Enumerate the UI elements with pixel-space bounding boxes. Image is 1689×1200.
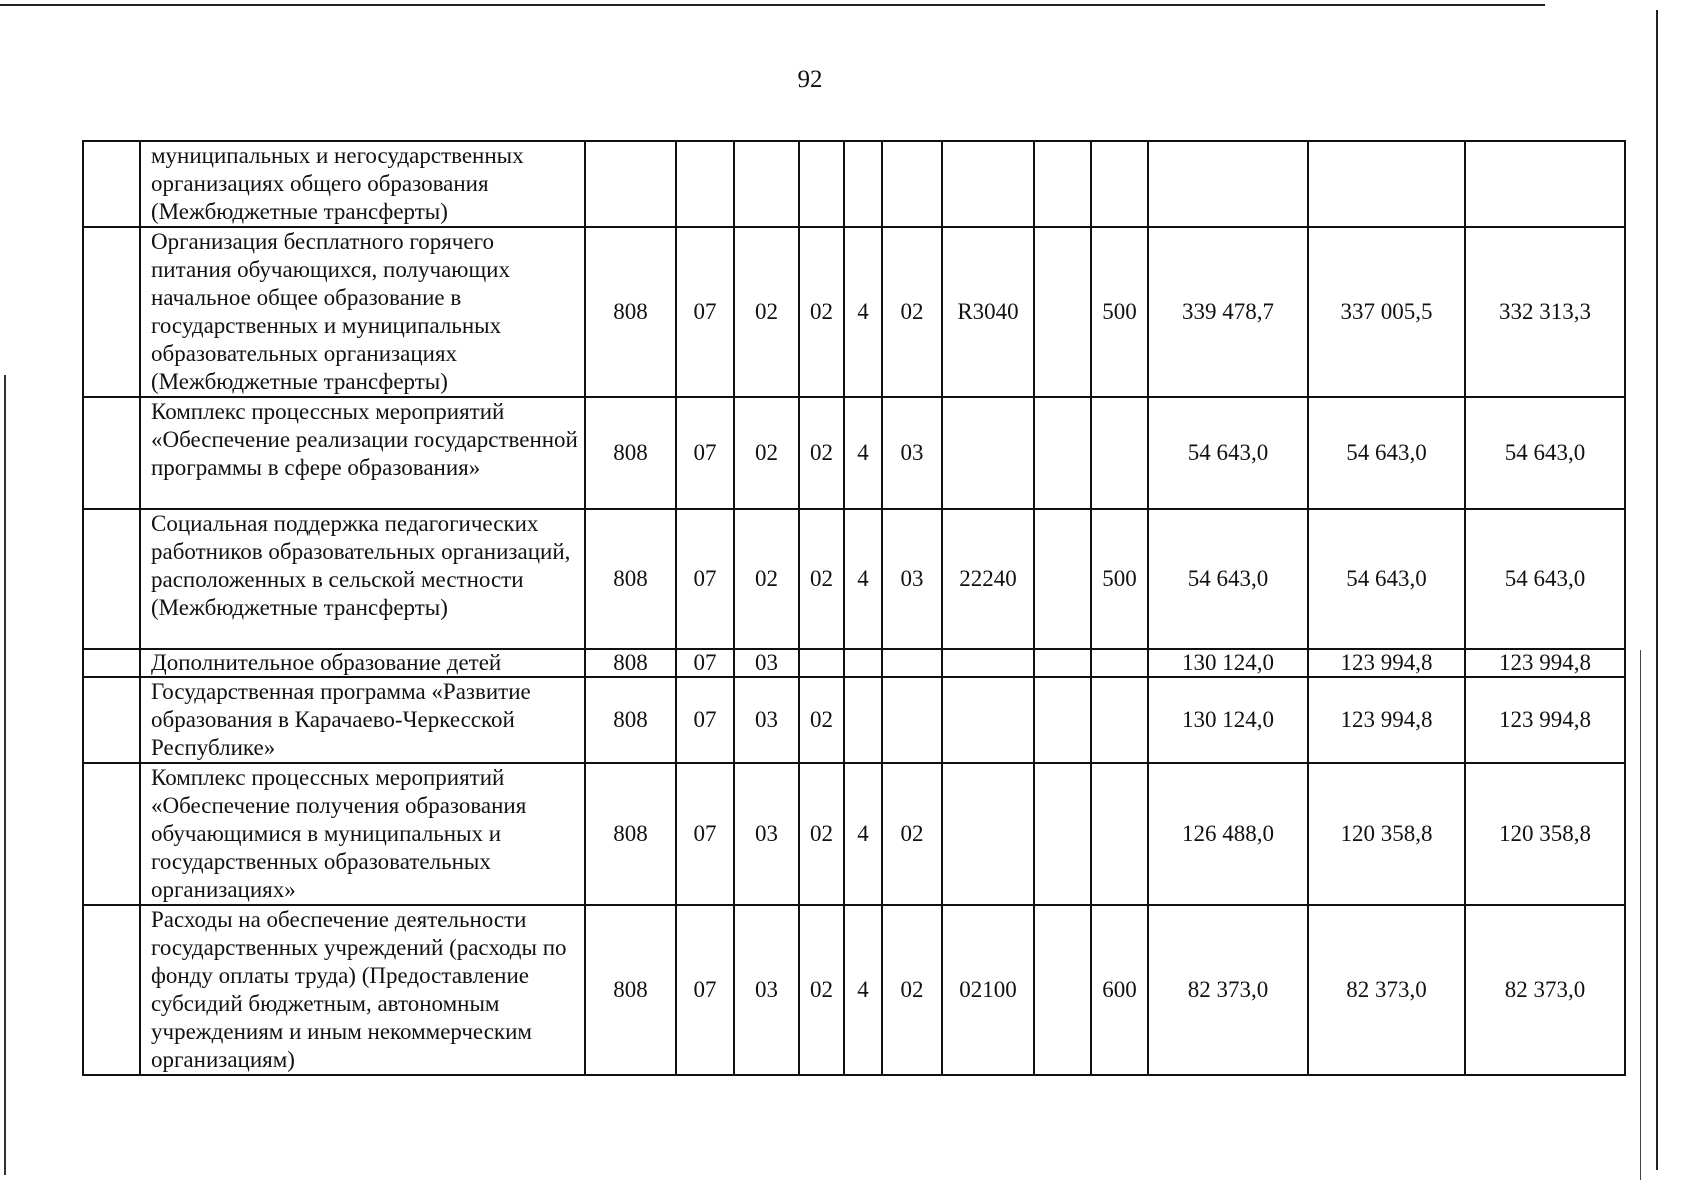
program-type-cell: 4 [844, 227, 882, 397]
amount-year2-cell: 54 643,0 [1308, 509, 1465, 649]
amount-year3-cell [1465, 141, 1625, 227]
expense-type-cell: 500 [1091, 509, 1148, 649]
ministry-code-cell [585, 141, 676, 227]
subsection-code-cell: 03 [734, 677, 799, 763]
direction-code-cell: 02100 [942, 905, 1034, 1075]
amount-year3-cell: 123 994,8 [1465, 649, 1625, 677]
item-name-cell: Государственная программа «Развитие образования в Карачаево-Черкесской Республике» [140, 677, 585, 763]
program-code-cell [799, 649, 844, 677]
table-body [83, 141, 1625, 1075]
program-type-cell [844, 649, 882, 677]
table-row [83, 397, 1625, 509]
empty-code-cell [1034, 677, 1091, 763]
section-code-cell [676, 141, 734, 227]
ministry-code-cell: 808 [585, 227, 676, 397]
direction-code-cell: 22240 [942, 509, 1034, 649]
program-code-cell: 02 [799, 905, 844, 1075]
amount-year1-cell: 54 643,0 [1148, 397, 1308, 509]
program-code-cell: 02 [799, 677, 844, 763]
amount-year2-cell: 123 994,8 [1308, 649, 1465, 677]
expense-type-cell: 500 [1091, 227, 1148, 397]
complex-code-cell: 03 [882, 509, 942, 649]
program-type-cell [844, 677, 882, 763]
program-type-cell: 4 [844, 763, 882, 905]
direction-code-cell [942, 649, 1034, 677]
scan-border-right [1656, 10, 1658, 1170]
page-number: 92 [797, 66, 823, 93]
complex-code-cell [882, 649, 942, 677]
amount-year2-cell: 120 358,8 [1308, 763, 1465, 905]
amount-year3-cell: 82 373,0 [1465, 905, 1625, 1075]
scan-border-right-inner [1640, 650, 1641, 1180]
amount-year3-cell: 332 313,3 [1465, 227, 1625, 397]
amount-year2-cell: 82 373,0 [1308, 905, 1465, 1075]
complex-code-cell: 02 [882, 227, 942, 397]
ministry-code-cell: 808 [585, 763, 676, 905]
expense-type-cell [1091, 763, 1148, 905]
ministry-code-cell: 808 [585, 905, 676, 1075]
table-row [83, 677, 1625, 763]
subsection-code-cell: 02 [734, 397, 799, 509]
program-code-cell: 02 [799, 509, 844, 649]
item-name-cell: Социальная поддержка педагогических работников образовательных организаций, расположенных в сельской местности (Межбюджетные трансферты) [140, 509, 585, 649]
row-number-cell [83, 649, 140, 677]
table-row [83, 763, 1625, 905]
complex-code-cell: 03 [882, 397, 942, 509]
complex-code-cell: 02 [882, 763, 942, 905]
amount-year2-cell: 337 005,5 [1308, 227, 1465, 397]
ministry-code-cell: 808 [585, 649, 676, 677]
amount-year1-cell: 130 124,0 [1148, 677, 1308, 763]
complex-code-cell [882, 141, 942, 227]
subsection-code-cell: 03 [734, 763, 799, 905]
amount-year1-cell: 339 478,7 [1148, 227, 1308, 397]
amount-year1-cell [1148, 141, 1308, 227]
section-code-cell: 07 [676, 509, 734, 649]
program-type-cell: 4 [844, 905, 882, 1075]
ministry-code-cell: 808 [585, 677, 676, 763]
section-code-cell: 07 [676, 763, 734, 905]
row-number-cell [83, 509, 140, 649]
direction-code-cell [942, 677, 1034, 763]
amount-year3-cell: 54 643,0 [1465, 509, 1625, 649]
table-row [83, 509, 1625, 649]
complex-code-cell: 02 [882, 905, 942, 1075]
direction-code-cell: R3040 [942, 227, 1034, 397]
expense-type-cell [1091, 397, 1148, 509]
amount-year3-cell: 54 643,0 [1465, 397, 1625, 509]
section-code-cell: 07 [676, 397, 734, 509]
item-name-cell: Организация бесплатного горячего питания обучающихся, получающих начальное общее образование в государственных и муниципальных образовательных организациях (Межбюджетные трансферты) [140, 227, 585, 397]
item-name-cell: Дополнительное образование детей [140, 649, 585, 677]
section-code-cell: 07 [676, 677, 734, 763]
empty-code-cell [1034, 763, 1091, 905]
item-name-cell: муниципальных и негосударственных организациях общего образования (Межбюджетные трансферты) [140, 141, 585, 227]
item-name-cell: Комплекс процессных мероприятий «Обеспечение получения образования обучающимися в муниципальных и государственных образовательных организациях» [140, 763, 585, 905]
amount-year2-cell [1308, 141, 1465, 227]
section-code-cell: 07 [676, 649, 734, 677]
table-row [83, 141, 1625, 227]
expense-type-cell [1091, 677, 1148, 763]
program-code-cell: 02 [799, 227, 844, 397]
section-code-cell: 07 [676, 227, 734, 397]
empty-code-cell [1034, 509, 1091, 649]
amount-year1-cell: 54 643,0 [1148, 509, 1308, 649]
amount-year3-cell: 120 358,8 [1465, 763, 1625, 905]
subsection-code-cell: 03 [734, 905, 799, 1075]
row-number-cell [83, 905, 140, 1075]
complex-code-cell [882, 677, 942, 763]
ministry-code-cell: 808 [585, 397, 676, 509]
program-type-cell [844, 141, 882, 227]
amount-year1-cell: 130 124,0 [1148, 649, 1308, 677]
program-type-cell: 4 [844, 509, 882, 649]
row-number-cell [83, 677, 140, 763]
subsection-code-cell: 02 [734, 509, 799, 649]
budget-table [82, 140, 1626, 1076]
program-code-cell: 02 [799, 763, 844, 905]
row-number-cell [83, 397, 140, 509]
scan-border-left [4, 375, 6, 1175]
program-code-cell: 02 [799, 397, 844, 509]
row-number-cell [83, 141, 140, 227]
ministry-code-cell: 808 [585, 509, 676, 649]
expense-type-cell [1091, 141, 1148, 227]
amount-year2-cell: 123 994,8 [1308, 677, 1465, 763]
row-number-cell [83, 227, 140, 397]
program-code-cell [799, 141, 844, 227]
table-row [83, 905, 1625, 1075]
table-row [83, 227, 1625, 397]
amount-year1-cell: 82 373,0 [1148, 905, 1308, 1075]
empty-code-cell [1034, 397, 1091, 509]
subsection-code-cell: 02 [734, 227, 799, 397]
expense-type-cell [1091, 649, 1148, 677]
empty-code-cell [1034, 141, 1091, 227]
direction-code-cell [942, 141, 1034, 227]
direction-code-cell [942, 397, 1034, 509]
program-type-cell: 4 [844, 397, 882, 509]
expense-type-cell: 600 [1091, 905, 1148, 1075]
amount-year1-cell: 126 488,0 [1148, 763, 1308, 905]
empty-code-cell [1034, 227, 1091, 397]
subsection-code-cell: 03 [734, 649, 799, 677]
empty-code-cell [1034, 649, 1091, 677]
section-code-cell: 07 [676, 905, 734, 1075]
direction-code-cell [942, 763, 1034, 905]
subsection-code-cell [734, 141, 799, 227]
item-name-cell: Комплекс процессных мероприятий «Обеспечение реализации государственной программы в сфере образования» [140, 397, 585, 509]
scan-border-top [0, 4, 1545, 6]
row-number-cell [83, 763, 140, 905]
item-name-cell: Расходы на обеспечение деятельности государственных учреждений (расходы по фонду оплаты труда) (Предоставление субсидий бюджетным, автономным учреждениям и иным некоммерческим организациям) [140, 905, 585, 1075]
amount-year2-cell: 54 643,0 [1308, 397, 1465, 509]
amount-year3-cell: 123 994,8 [1465, 677, 1625, 763]
empty-code-cell [1034, 905, 1091, 1075]
table-row [83, 649, 1625, 677]
